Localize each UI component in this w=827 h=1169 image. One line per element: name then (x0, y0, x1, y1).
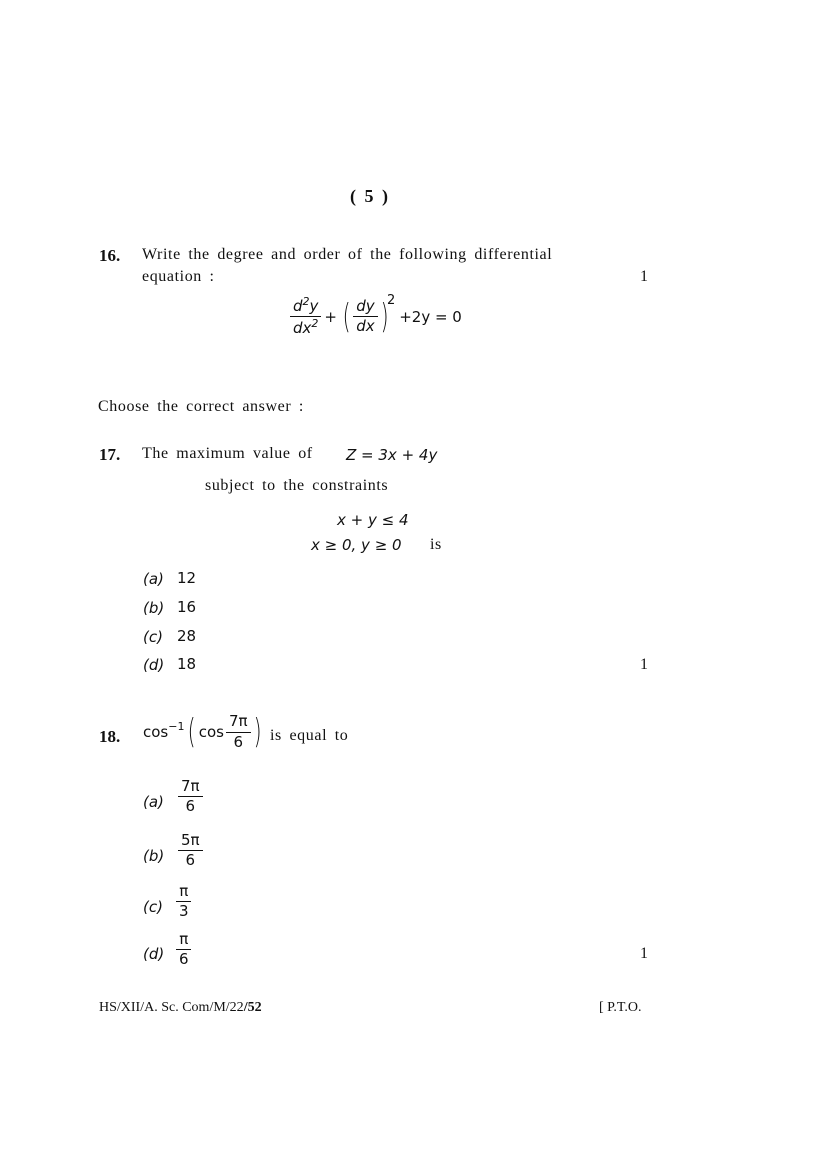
q18-option-d-label: (d) (143, 945, 165, 963)
instruction-text: Choose the correct answer : (98, 398, 304, 415)
q18-option-b-label: (b) (143, 847, 165, 865)
question-16-text-line2: equation : (142, 268, 215, 285)
q18-inner-fraction: $\frac{7\pi}{6}$ (226, 713, 251, 751)
question-18-marks: 1 (640, 945, 648, 962)
question-17-marks: 1 (640, 656, 648, 673)
page-number: ( 5 ) (350, 186, 390, 206)
constraint-1: x + y ≤ 4 (337, 511, 409, 529)
q17-option-b-label: (b) (143, 599, 165, 617)
question-17-objective: Z = 3x + 4y (346, 446, 438, 464)
q18-option-b-value: $\frac{5\pi}{6}$ (178, 832, 203, 870)
question-17-subject: subject to the constraints (205, 477, 389, 494)
q17-option-c-value: 28 (177, 627, 197, 645)
q17-option-c-label: (c) (143, 628, 163, 646)
q17-option-a-value: 12 (177, 569, 197, 587)
question-16-marks: 1 (640, 268, 648, 285)
eq-fraction-dy-dx: $\frac{dy}{dx}$ (353, 298, 377, 336)
question-17-stem: The maximum value of (142, 445, 313, 462)
question-number-18: 18. (99, 727, 121, 746)
q17-option-a-label: (a) (143, 570, 164, 588)
q18-option-a-label: (a) (143, 793, 164, 811)
pto-label: [ P.T.O. (599, 1000, 642, 1015)
question-16-text-line1: Write the degree and order of the following differential (142, 246, 553, 263)
question-17-is: is (430, 536, 442, 553)
paper-code: HS/XII/A. Sc. Com/M/22/52 (99, 1000, 262, 1015)
question-number-16: 16. (99, 246, 121, 265)
question-number-17: 17. (99, 445, 121, 464)
eq-fraction-d2y-dx2: $\frac{d^2y}{dx^2}$ (290, 296, 321, 338)
q17-option-d-label: (d) (143, 656, 165, 674)
q18-option-d-value: $\frac{\pi}{6}$ (176, 931, 192, 969)
differential-equation: $\frac{d^2y}{dx^2}$ + ( $\frac{dy}{dx}$ ) 2 +2y = 0 (290, 296, 462, 338)
q17-option-d-value: 18 (177, 655, 197, 673)
q18-option-c-label: (c) (143, 898, 163, 916)
question-18-expression: cos −1 ( cos $\frac{7\pi}{6}$ ) (143, 712, 262, 752)
q18-option-c-value: $\frac{\pi}{3}$ (176, 883, 192, 921)
q18-option-a-value: $\frac{7\pi}{6}$ (178, 778, 203, 816)
constraint-2: x ≥ 0, y ≥ 0 (311, 536, 402, 554)
question-18-tail: is equal to (270, 727, 349, 744)
q17-option-b-value: 16 (177, 598, 197, 616)
